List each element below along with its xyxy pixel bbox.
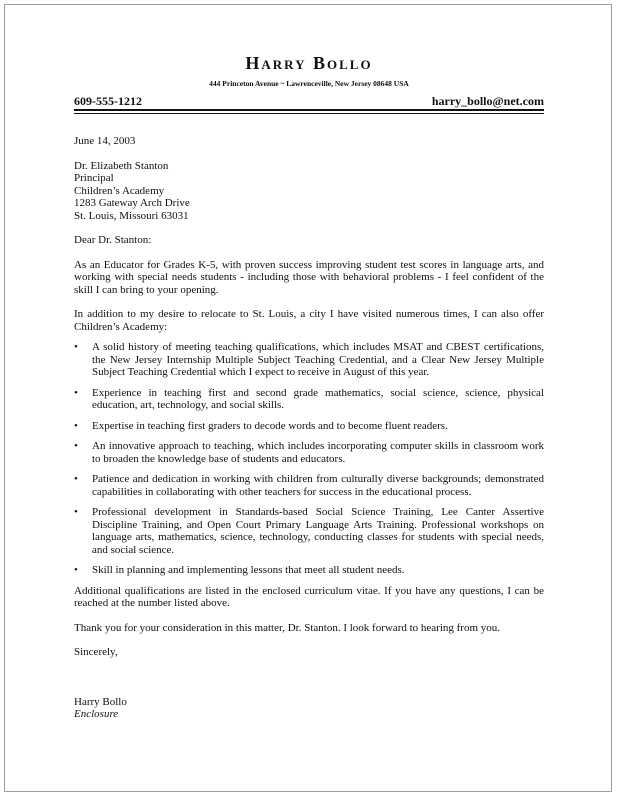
sender-name: Harry Bollo bbox=[245, 53, 373, 73]
list-item bbox=[74, 341, 544, 379]
recipient-name: Dr. Elizabeth Stanton bbox=[74, 159, 169, 172]
list-item bbox=[74, 473, 544, 498]
bullet-icon: • bbox=[74, 473, 78, 485]
list-item-text: Patience and dedication in working with children from culturally diverse backgrounds; demonstrated capabilities in collaborating with other teachers for success in the educational process. bbox=[92, 473, 544, 498]
recipient-street: 1283 Gateway Arch Drive bbox=[74, 197, 190, 209]
recipient-block bbox=[74, 160, 544, 223]
recipient-city: St. Louis, Missouri 63031 bbox=[74, 209, 189, 222]
letter-body bbox=[74, 135, 544, 721]
list-item-text: A solid history of meeting teaching qualifications, which includes MSAT and CBEST certifications, the New Jersey Internship Multiple Subject Teaching Credential, and a Clear New Jersey Multiple Subject Teaching Credential which I expect to receive in August of this year. bbox=[92, 341, 544, 378]
bullet-icon: • bbox=[74, 564, 78, 576]
list-item bbox=[74, 440, 544, 465]
bullet-icon: • bbox=[74, 341, 78, 353]
sender-address: 444 Princeton Avenue ~ Lawrenceville, New Jersey 08648 USA bbox=[209, 79, 409, 88]
list-item-text: Experience in teaching first and second grade mathematics, social science, science, physical education, art, technology, and social skills. bbox=[92, 386, 544, 411]
list-item-text: Professional development in Standards-based Social Science Training, Lee Canter Assertive Discipline Training, and Open Court Primary Language Arts Training. Professional workshops on language arts, mathematics, science, technology, conducting classes for students with special needs, and social science. bbox=[92, 506, 544, 556]
list-item bbox=[74, 564, 544, 577]
enclosure-note: Enclosure bbox=[74, 708, 119, 720]
bullet-icon: • bbox=[74, 506, 78, 518]
closing: Sincerely, bbox=[74, 646, 118, 658]
signature-name: Harry Bollo bbox=[74, 695, 127, 708]
sender-phone: 609-555-1212 bbox=[74, 94, 142, 108]
list-item bbox=[74, 387, 544, 412]
list-item bbox=[74, 506, 544, 556]
relocate-paragraph: In addition to my desire to relocate to St. Louis, a city I have visited numerous times, I can also offer Children’s Academy: bbox=[74, 308, 544, 333]
letter-date: June 14, 2003 bbox=[74, 135, 136, 147]
header-rule-thick bbox=[74, 109, 544, 111]
signature-block bbox=[74, 696, 544, 721]
list-item-text: An innovative approach to teaching, which includes incorporating computer skills in classroom work to broaden the knowledge base of students and educators. bbox=[92, 440, 544, 465]
header-rule-thin bbox=[74, 113, 544, 114]
list-item bbox=[74, 420, 544, 433]
additional-paragraph: Additional qualifications are listed in the enclosed curriculum vitae. If you have any questions, I can be reached at the number listed above. bbox=[74, 584, 544, 609]
recipient-title: Principal bbox=[74, 172, 114, 184]
list-item-text: Expertise in teaching first graders to decode words and to become fluent readers. bbox=[92, 419, 448, 432]
list-item-text: Skill in planning and implementing lessons that meet all student needs. bbox=[92, 564, 405, 576]
recipient-organization: Children’s Academy bbox=[74, 184, 165, 197]
thanks-paragraph: Thank you for your consideration in this matter, Dr. Stanton. I look forward to hearing from you. bbox=[74, 621, 501, 634]
intro-paragraph: As an Educator for Grades K-5, with proven success improving student test scores in language arts, and working with special needs students - including those with behavioral problems - I feel confident of the skill I can bring to your opening. bbox=[74, 258, 544, 296]
bullet-icon: • bbox=[74, 440, 78, 452]
qualification-list bbox=[74, 341, 544, 577]
bullet-icon: • bbox=[74, 386, 78, 399]
salutation: Dear Dr. Stanton: bbox=[74, 234, 152, 246]
bullet-icon: • bbox=[74, 419, 78, 432]
sender-email: harry_bollo@net.com bbox=[431, 94, 544, 108]
